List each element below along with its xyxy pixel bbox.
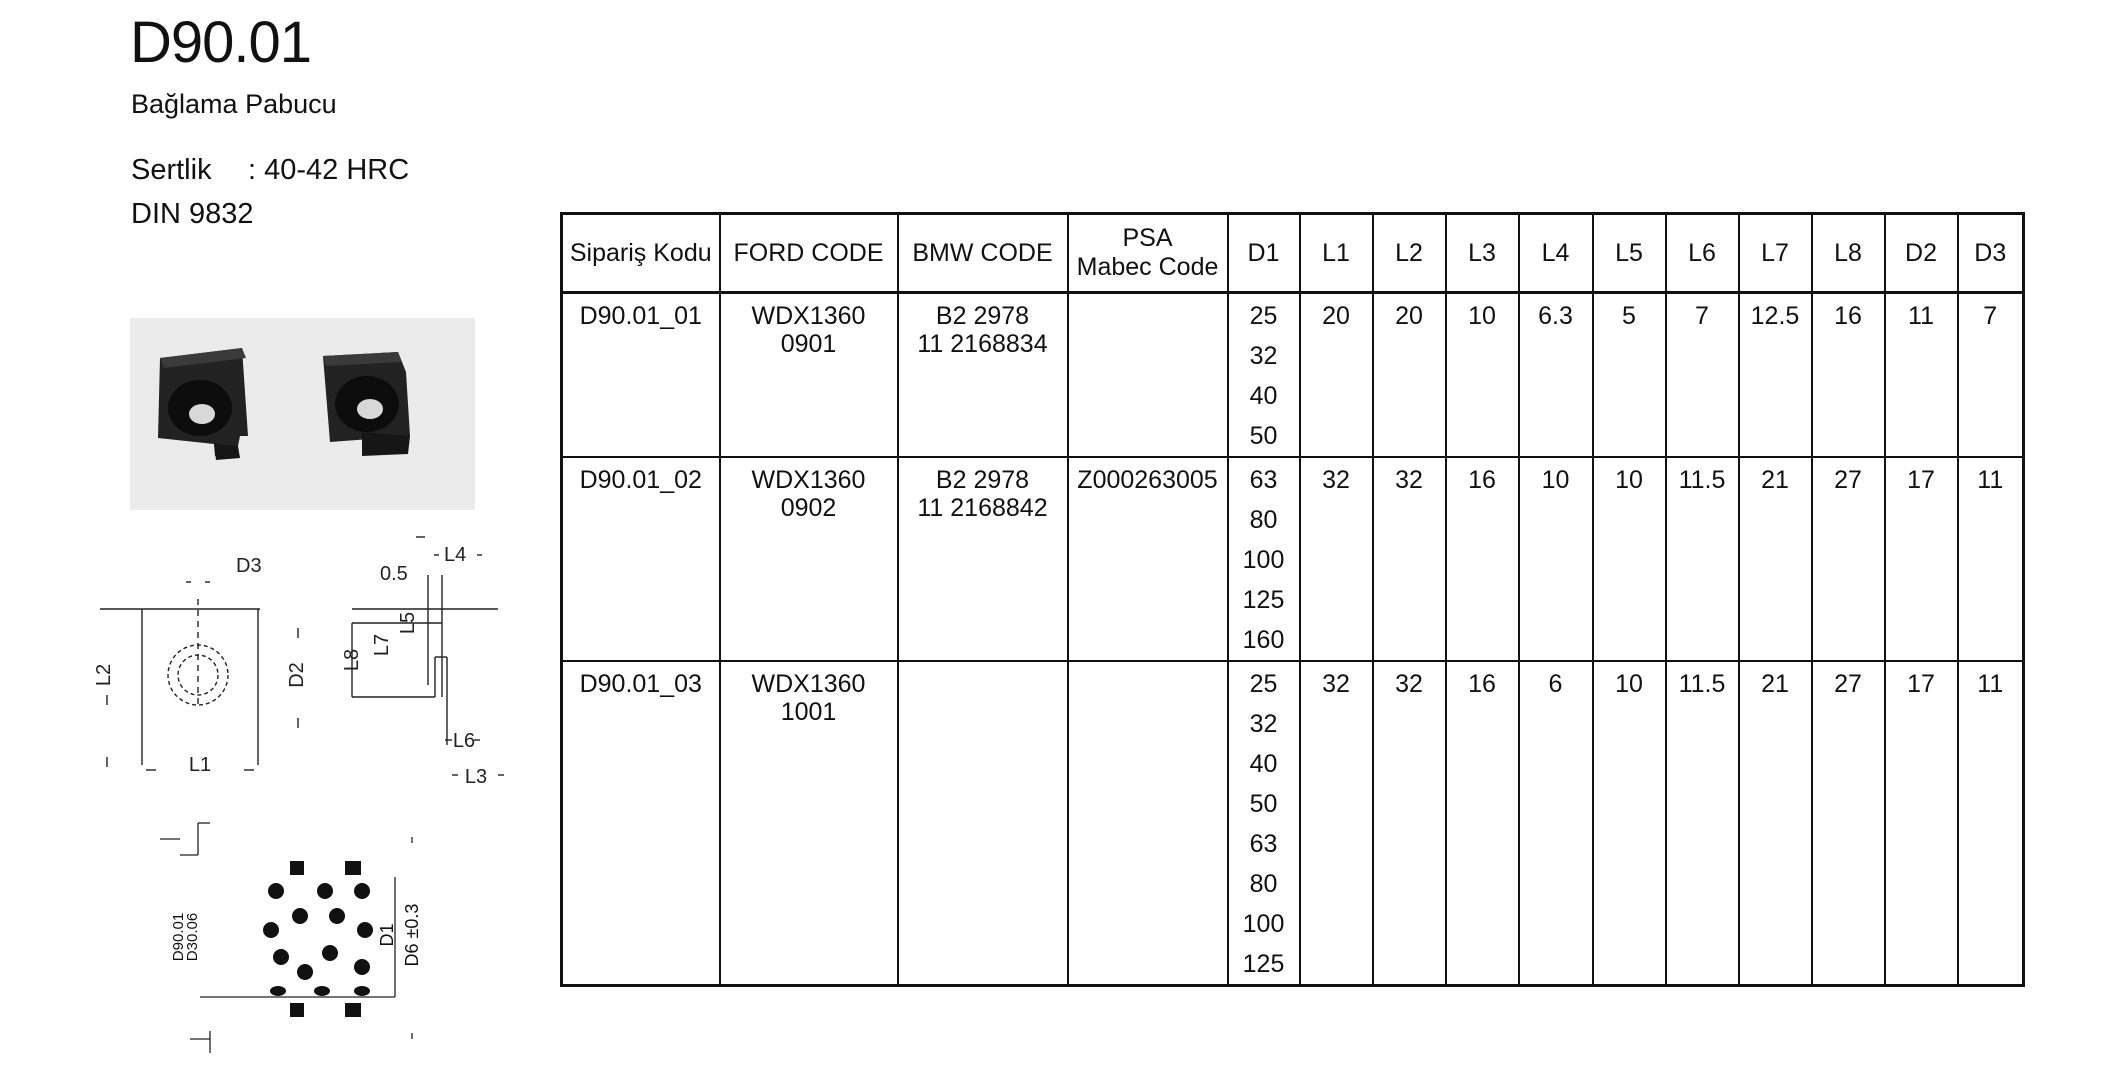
col-d3: D3 (1958, 214, 2024, 293)
col-bmw-code: BMW CODE (898, 214, 1068, 293)
bmw-code-cell (898, 661, 1068, 986)
l7-cell: 21 (1739, 457, 1812, 661)
label-d2: D2 (286, 662, 308, 688)
product-code: D90.01 (130, 10, 312, 75)
l2-cell: 20 (1373, 293, 1446, 458)
l2-cell: 32 (1373, 661, 1446, 986)
d1-values-cell: 25 32 40 50 63 80 100 125 (1228, 661, 1300, 986)
bmw-code-cell: B2 2978 11 2168842 (898, 457, 1068, 661)
d1-values-cell: 25 32 40 50 (1228, 293, 1300, 458)
l2-cell: 32 (1373, 457, 1446, 661)
order-code-cell: D90.01_03 (562, 661, 720, 986)
psa-code-cell (1068, 293, 1228, 458)
slot-pattern-svg (150, 815, 450, 1060)
col-l5: L5 (1593, 214, 1666, 293)
label-d6: D6 ±0.3 (402, 903, 422, 967)
psa-code-cell: Z000263005 (1068, 457, 1228, 661)
label-d1: D1 (377, 923, 397, 947)
l3-cell: 10 (1446, 293, 1519, 458)
col-l8: L8 (1812, 214, 1885, 293)
hardness-label: Sertlik (131, 154, 212, 186)
table-row (562, 661, 2024, 986)
d2-cell: 17 (1885, 457, 1958, 661)
bmw-code-cell: B2 2978 11 2168834 (898, 293, 1068, 458)
label-l5: L5 (397, 611, 419, 635)
l7-cell: 12.5 (1739, 293, 1812, 458)
hardness-value: : 40-42 HRC (248, 154, 410, 186)
l6-cell: 7 (1666, 293, 1739, 458)
stamp-d90-01: D90.01 (170, 912, 187, 962)
dimension-drawing (90, 535, 510, 795)
din-standard: DIN 9832 (131, 198, 254, 230)
clamp-shoes-image (130, 318, 475, 510)
table-row (562, 457, 2024, 661)
stamp-d30-06: D30.06 (184, 912, 201, 962)
label-l8: L8 (341, 648, 363, 672)
label-l7: L7 (371, 633, 393, 657)
l6-cell: 11.5 (1666, 457, 1739, 661)
dimension-drawing-svg (90, 535, 510, 795)
d2-cell: 11 (1885, 293, 1958, 458)
l7-cell: 21 (1739, 661, 1812, 986)
l1-cell: 32 (1300, 457, 1373, 661)
col-d1: D1 (1228, 214, 1300, 293)
ford-code-cell: WDX1360 0901 (720, 293, 898, 458)
col-l4: L4 (1519, 214, 1593, 293)
col-l2: L2 (1373, 214, 1446, 293)
l8-cell: 27 (1812, 661, 1885, 986)
order-code-cell: D90.01_01 (562, 293, 720, 458)
label-d3: D3 (236, 555, 262, 577)
label-0-5: 0.5 (380, 563, 408, 585)
product-name: Bağlama Pabucu (131, 89, 337, 119)
col-l1: L1 (1300, 214, 1373, 293)
l3-cell: 16 (1446, 661, 1519, 986)
table-row (562, 293, 2024, 458)
d3-cell: 11 (1958, 457, 2024, 661)
col-ford-code: FORD CODE (720, 214, 898, 293)
d3-cell: 11 (1958, 661, 2024, 986)
hardness-spec (131, 153, 409, 187)
label-l6: L6 (452, 730, 476, 752)
slot-pattern-drawing (150, 815, 450, 1060)
label-l4: L4 (444, 544, 467, 566)
l4-cell: 6 (1519, 661, 1593, 986)
ford-code-cell: WDX1360 0902 (720, 457, 898, 661)
d2-cell: 17 (1885, 661, 1958, 986)
col-l6: L6 (1666, 214, 1739, 293)
l5-cell: 5 (1593, 293, 1666, 458)
l5-cell: 10 (1593, 661, 1666, 986)
product-photo (130, 318, 475, 510)
label-l3: L3 (464, 766, 488, 788)
l6-cell: 11.5 (1666, 661, 1739, 986)
l1-cell: 20 (1300, 293, 1373, 458)
col-psa-code: PSA Mabec Code (1068, 214, 1228, 293)
l3-cell: 16 (1446, 457, 1519, 661)
col-order-code: Sipariş Kodu (562, 214, 720, 293)
col-l3: L3 (1446, 214, 1519, 293)
table-header-row (562, 214, 2024, 293)
l8-cell: 27 (1812, 457, 1885, 661)
d3-cell: 7 (1958, 293, 2024, 458)
col-d2: D2 (1885, 214, 1958, 293)
label-l1: L1 (188, 754, 212, 776)
l8-cell: 16 (1812, 293, 1885, 458)
d1-values-cell: 63 80 100 125 160 (1228, 457, 1300, 661)
l4-cell: 10 (1519, 457, 1593, 661)
l4-cell: 6.3 (1519, 293, 1593, 458)
col-l7: L7 (1739, 214, 1812, 293)
l1-cell: 32 (1300, 661, 1373, 986)
ford-code-cell: WDX1360 1001 (720, 661, 898, 986)
label-l2: L2 (93, 663, 115, 687)
spec-table (560, 212, 2025, 987)
order-code-cell: D90.01_02 (562, 457, 720, 661)
psa-code-cell (1068, 661, 1228, 986)
l5-cell: 10 (1593, 457, 1666, 661)
